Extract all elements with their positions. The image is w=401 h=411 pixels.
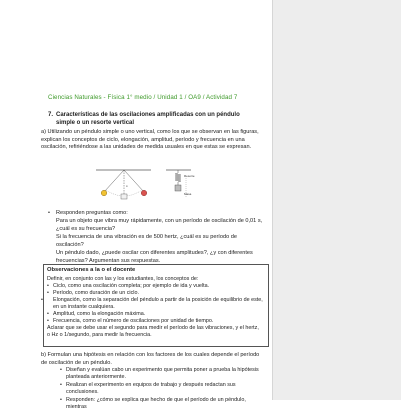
part-b-item: • Realizan el experimento en equipos de trabajo y después redactan sus conclusiones. (60, 381, 236, 396)
question-item: Si la frecuencia de una vibración es de 500 hertz, ¿cuál es su período de oscilación? (56, 234, 237, 248)
observaciones-item: • Ciclo, como una oscilación completa; por ejemplo de ida y vuelta. (47, 283, 210, 289)
bullet-icon: • (60, 367, 62, 373)
comments-margin (272, 0, 401, 400)
observaciones-item: • Frecuencia, como el número de oscilaciones por unidad de tiempo. (47, 318, 214, 324)
part-b-item: • Diseñan y evalúan cabo un experimento que permita poner a prueba la hipótesis planteada anteriormente. (60, 367, 259, 381)
observaciones-item: • Amplitud, como la elongación máxima. (47, 311, 146, 317)
figure-label-resorte: Resorte (184, 174, 195, 178)
observaciones-intro: Definir, en conjunto con las y los estudiantes, los conceptos de: (47, 276, 199, 282)
part-b-list (60, 367, 266, 411)
pendulum-spring-figure (96, 168, 216, 208)
observaciones-item: • Elongación, como la separación del péndulo a partir de la posición de equilibrio de este, en un instante cualquiera. (41, 297, 263, 310)
activity-header: Ciencias Naturales - Física 1° medio / Unidad 1 / OA9 / Actividad 7 (48, 94, 238, 101)
part-b-item: • Responden: ¿cómo se explica que hecho de que el período de un péndulo, mientras (60, 396, 246, 411)
observaciones-box (43, 264, 269, 347)
question-item: Un péndulo dado, ¿puede oscilar con diferentes amplitudes?, ¿y con diferentes frecuencias? Argumentan sus respuestas. (56, 250, 253, 264)
part-a-paragraph: a) Utilizando un péndulo simple o uno vertical, como los que se observan en las figuras, explican los conceptos de ciclo, elongación, amplitud, período y frecuencia en una oscilación, refiriéndose a las unidades de medida usuales en que estas se expresan. (41, 129, 259, 151)
observaciones-title: Observaciones a la o el docente (47, 267, 136, 273)
questions-intro: Responden preguntas como: (56, 210, 128, 216)
section-heading: Características de las oscilaciones amplificadas con un péndulo simple o un resorte vertical (56, 112, 240, 126)
bullet-icon: • (60, 381, 62, 388)
part-b-paragraph: b) Formulan una hipótesis en relación con los factores de los cuales depende el período de oscilación de un péndulo. (41, 352, 260, 366)
figure-label-masa: Masa (184, 192, 192, 196)
bullet-icon: • (48, 210, 50, 216)
observaciones-closing: Aclarar que se debe usar el segundo para medir el período de las vibraciones, y el hertz, o Hz o 1/segundo, para medir la frecuencia. (47, 325, 259, 338)
bullet-icon: • (60, 396, 62, 403)
section-number: 7. (48, 112, 54, 118)
observaciones-item: • Período, como duración de un ciclo. (47, 290, 140, 296)
question-item: Para un objeto que vibra muy rápidamente, con un período de oscilación de 0,01 s, ¿cuál es su frecuencia? (56, 218, 263, 232)
svg-text:α: α (126, 185, 128, 188)
